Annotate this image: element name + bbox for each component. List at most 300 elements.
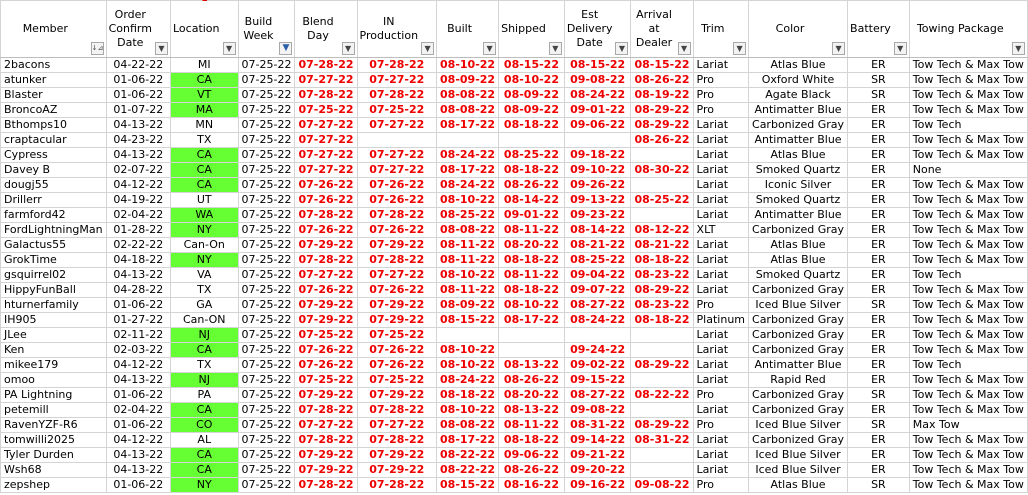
cell-color[interactable]: Antimatter Blue [749,208,848,223]
cell-blend[interactable]: 07-28-22 [295,58,357,73]
cell-loc[interactable]: VT [170,88,238,103]
cell-build[interactable]: 07-25-22 [238,103,295,118]
cell-shipped[interactable]: 08-26-22 [499,178,565,193]
cell-shipped[interactable] [499,343,565,358]
cell-blend[interactable]: 07-26-22 [295,343,357,358]
cell-arr[interactable]: 08-19-22 [631,88,693,103]
cell-tow[interactable]: Tow Tech [909,118,1027,133]
cell-order[interactable]: 02-04-22 [106,403,170,418]
cell-loc[interactable]: TX [170,283,238,298]
column-header-color[interactable] [749,1,848,58]
cell-blend[interactable]: 07-25-22 [295,103,357,118]
cell-build[interactable]: 07-25-22 [238,403,295,418]
cell-blend[interactable]: 07-26-22 [295,193,357,208]
cell-build[interactable]: 07-25-22 [238,268,295,283]
dropdown-arrow-icon[interactable]: ▼ [342,42,355,55]
dropdown-arrow-icon[interactable]: ▼ [678,42,691,55]
cell-est[interactable]: 09-06-22 [564,118,631,133]
cell-trim[interactable]: Lariat [693,118,748,133]
cell-order[interactable]: 01-06-22 [106,73,170,88]
cell-batt[interactable]: ER [848,463,910,478]
cell-member[interactable]: PA Lightning [1,388,107,403]
cell-batt[interactable]: ER [848,193,910,208]
cell-inprod[interactable]: 07-27-22 [357,268,437,283]
cell-built[interactable]: 08-08-22 [437,223,499,238]
cell-tow[interactable]: Tow Tech & Max Tow [909,373,1027,388]
cell-arr[interactable] [631,373,693,388]
cell-loc[interactable]: CA [170,403,238,418]
cell-loc[interactable]: NJ [170,328,238,343]
cell-batt[interactable]: SR [848,88,910,103]
cell-built[interactable]: 08-15-22 [437,313,499,328]
cell-est[interactable]: 09-16-22 [564,478,631,493]
cell-inprod[interactable]: 07-28-22 [357,58,437,73]
cell-member[interactable]: IH905 [1,313,107,328]
cell-color[interactable]: Iced Blue Silver [749,463,848,478]
cell-order[interactable]: 04-22-22 [106,58,170,73]
cell-color[interactable]: Atlas Blue [749,253,848,268]
cell-member[interactable]: omoo [1,373,107,388]
cell-arr[interactable]: 09-08-22 [631,478,693,493]
cell-order[interactable]: 04-28-22 [106,283,170,298]
cell-order[interactable]: 04-13-22 [106,463,170,478]
cell-loc[interactable]: Can-ON [170,313,238,328]
cell-blend[interactable]: 07-28-22 [295,433,357,448]
cell-build[interactable]: 07-25-22 [238,463,295,478]
cell-shipped[interactable]: 08-18-22 [499,163,565,178]
cell-est[interactable]: 08-24-22 [564,88,631,103]
cell-color[interactable]: Iconic Silver [749,178,848,193]
cell-built[interactable]: 08-24-22 [437,178,499,193]
cell-arr[interactable] [631,448,693,463]
cell-shipped[interactable]: 08-15-22 [499,58,565,73]
cell-order[interactable]: 04-13-22 [106,268,170,283]
column-header-arr[interactable] [631,1,693,58]
cell-loc[interactable]: CA [170,163,238,178]
cell-batt[interactable]: ER [848,148,910,163]
cell-inprod[interactable]: 07-27-22 [357,418,437,433]
cell-blend[interactable]: 07-26-22 [295,223,357,238]
cell-member[interactable]: petemill [1,403,107,418]
cell-shipped[interactable] [499,133,565,148]
cell-tow[interactable]: Tow Tech & Max Tow [909,73,1027,88]
cell-built[interactable]: 08-10-22 [437,358,499,373]
cell-batt[interactable]: ER [848,403,910,418]
cell-inprod[interactable]: 07-27-22 [357,118,437,133]
cell-inprod[interactable]: 07-28-22 [357,478,437,493]
cell-est[interactable]: 08-14-22 [564,223,631,238]
cell-shipped[interactable]: 08-11-22 [499,418,565,433]
cell-built[interactable]: 08-10-22 [437,268,499,283]
cell-member[interactable]: GrokTime [1,253,107,268]
cell-batt[interactable]: SR [848,73,910,88]
cell-trim[interactable]: Lariat [693,463,748,478]
cell-shipped[interactable]: 08-25-22 [499,148,565,163]
dropdown-arrow-icon[interactable]: ▼ [421,42,434,55]
cell-shipped[interactable]: 08-09-22 [499,88,565,103]
cell-batt[interactable]: ER [848,358,910,373]
cell-member[interactable]: mikee179 [1,358,107,373]
cell-arr[interactable]: 08-18-22 [631,253,693,268]
cell-member[interactable]: gsquirrel02 [1,268,107,283]
cell-trim[interactable]: Pro [693,103,748,118]
cell-trim[interactable]: Lariat [693,178,748,193]
cell-trim[interactable]: Lariat [693,163,748,178]
cell-est[interactable]: 08-27-22 [564,388,631,403]
cell-build[interactable]: 07-25-22 [238,118,295,133]
cell-color[interactable]: Atlas Blue [749,238,848,253]
cell-batt[interactable]: ER [848,103,910,118]
cell-color[interactable]: Antimatter Blue [749,358,848,373]
cell-order[interactable]: 02-11-22 [106,328,170,343]
cell-batt[interactable]: ER [848,268,910,283]
cell-blend[interactable]: 07-28-22 [295,208,357,223]
cell-color[interactable]: Smoked Quartz [749,163,848,178]
cell-batt[interactable]: ER [848,178,910,193]
cell-shipped[interactable]: 08-16-22 [499,478,565,493]
cell-build[interactable]: 07-25-22 [238,223,295,238]
cell-order[interactable]: 02-04-22 [106,208,170,223]
cell-loc[interactable]: UT [170,193,238,208]
cell-built[interactable]: 08-09-22 [437,298,499,313]
cell-color[interactable]: Carbonized Gray [749,403,848,418]
column-header-shipped[interactable] [499,1,565,58]
cell-trim[interactable]: Lariat [693,373,748,388]
cell-arr[interactable]: 08-29-22 [631,103,693,118]
cell-inprod[interactable]: 07-29-22 [357,388,437,403]
cell-member[interactable]: tomwilli2025 [1,433,107,448]
cell-arr[interactable] [631,208,693,223]
cell-arr[interactable]: 08-21-22 [631,238,693,253]
cell-color[interactable]: Carbonized Gray [749,313,848,328]
cell-tow[interactable]: Tow Tech & Max Tow [909,448,1027,463]
cell-trim[interactable]: Lariat [693,343,748,358]
cell-tow[interactable]: Tow Tech & Max Tow [909,433,1027,448]
cell-build[interactable]: 07-25-22 [238,208,295,223]
cell-loc[interactable]: NY [170,253,238,268]
cell-batt[interactable]: SR [848,388,910,403]
cell-member[interactable]: Blaster [1,88,107,103]
cell-est[interactable]: 08-21-22 [564,238,631,253]
cell-est[interactable] [564,328,631,343]
cell-batt[interactable]: ER [848,133,910,148]
cell-est[interactable]: 09-14-22 [564,433,631,448]
cell-built[interactable]: 08-17-22 [437,118,499,133]
cell-build[interactable]: 07-25-22 [238,433,295,448]
cell-blend[interactable]: 07-28-22 [295,253,357,268]
cell-order[interactable]: 01-06-22 [106,478,170,493]
cell-shipped[interactable]: 08-11-22 [499,268,565,283]
cell-member[interactable]: Davey B [1,163,107,178]
dropdown-arrow-icon[interactable]: ▼ [832,42,845,55]
cell-blend[interactable]: 07-27-22 [295,418,357,433]
cell-shipped[interactable]: 08-17-22 [499,313,565,328]
cell-batt[interactable]: ER [848,238,910,253]
cell-built[interactable]: 08-09-22 [437,73,499,88]
cell-loc[interactable]: CA [170,448,238,463]
cell-inprod[interactable]: 07-28-22 [357,403,437,418]
cell-trim[interactable]: Lariat [693,193,748,208]
cell-batt[interactable]: SR [848,418,910,433]
cell-est[interactable]: 08-27-22 [564,298,631,313]
cell-built[interactable]: 08-10-22 [437,193,499,208]
cell-tow[interactable]: Tow Tech & Max Tow [909,403,1027,418]
cell-tow[interactable]: Tow Tech & Max Tow [909,388,1027,403]
cell-loc[interactable]: VA [170,268,238,283]
cell-tow[interactable]: Tow Tech & Max Tow [909,58,1027,73]
cell-color[interactable]: Iced Blue Silver [749,418,848,433]
cell-color[interactable]: Smoked Quartz [749,268,848,283]
dropdown-arrow-icon[interactable]: ▼ [1012,42,1025,55]
cell-color[interactable]: Iced Blue Silver [749,298,848,313]
column-header-batt[interactable] [848,1,910,58]
cell-inprod[interactable]: 07-26-22 [357,358,437,373]
cell-arr[interactable]: 08-29-22 [631,283,693,298]
cell-blend[interactable]: 07-25-22 [295,328,357,343]
cell-tow[interactable]: Tow Tech & Max Tow [909,223,1027,238]
cell-inprod[interactable]: 07-26-22 [357,343,437,358]
cell-order[interactable]: 04-19-22 [106,193,170,208]
column-header-member[interactable] [1,1,107,58]
cell-tow[interactable]: Tow Tech & Max Tow [909,328,1027,343]
column-header-est[interactable] [564,1,631,58]
dropdown-arrow-icon[interactable]: ▼ [223,42,236,55]
cell-arr[interactable] [631,148,693,163]
cell-blend[interactable]: 07-27-22 [295,118,357,133]
cell-member[interactable]: HippyFunBall [1,283,107,298]
cell-shipped[interactable]: 08-13-22 [499,403,565,418]
cell-arr[interactable]: 08-29-22 [631,358,693,373]
cell-blend[interactable]: 07-27-22 [295,268,357,283]
dropdown-arrow-icon[interactable]: ▼ [894,42,907,55]
cell-est[interactable]: 09-13-22 [564,193,631,208]
cell-batt[interactable]: ER [848,283,910,298]
cell-loc[interactable]: NJ [170,373,238,388]
column-header-build[interactable] [238,1,295,58]
cell-built[interactable]: 08-22-22 [437,463,499,478]
cell-inprod[interactable]: 07-28-22 [357,208,437,223]
cell-trim[interactable]: XLT [693,223,748,238]
cell-member[interactable]: zepshep [1,478,107,493]
cell-order[interactable]: 04-12-22 [106,433,170,448]
cell-arr[interactable]: 08-26-22 [631,73,693,88]
cell-arr[interactable] [631,463,693,478]
cell-est[interactable]: 08-31-22 [564,418,631,433]
cell-batt[interactable]: ER [848,223,910,238]
cell-trim[interactable]: Lariat [693,403,748,418]
cell-order[interactable]: 04-12-22 [106,358,170,373]
cell-build[interactable]: 07-25-22 [238,343,295,358]
cell-shipped[interactable]: 08-20-22 [499,388,565,403]
cell-loc[interactable]: PA [170,388,238,403]
cell-color[interactable]: Carbonized Gray [749,433,848,448]
cell-order[interactable]: 04-13-22 [106,148,170,163]
column-header-order[interactable] [106,1,170,58]
cell-order[interactable]: 01-06-22 [106,88,170,103]
cell-color[interactable]: Carbonized Gray [749,283,848,298]
cell-batt[interactable]: ER [848,343,910,358]
cell-color[interactable]: Smoked Quartz [749,193,848,208]
cell-blend[interactable]: 07-29-22 [295,313,357,328]
cell-inprod[interactable]: 07-27-22 [357,148,437,163]
cell-blend[interactable]: 07-28-22 [295,403,357,418]
cell-inprod[interactable]: 07-28-22 [357,433,437,448]
cell-batt[interactable]: ER [848,208,910,223]
cell-built[interactable]: 08-10-22 [437,58,499,73]
cell-member[interactable]: Wsh68 [1,463,107,478]
active-filter-icon[interactable]: ▼ [279,42,292,55]
cell-inprod[interactable]: 07-29-22 [357,298,437,313]
cell-color[interactable]: Atlas Blue [749,478,848,493]
cell-est[interactable]: 09-21-22 [564,448,631,463]
cell-order[interactable]: 02-07-22 [106,163,170,178]
cell-arr[interactable]: 08-26-22 [631,133,693,148]
cell-loc[interactable]: GA [170,298,238,313]
cell-build[interactable]: 07-25-22 [238,88,295,103]
column-header-tow[interactable] [909,1,1027,58]
cell-member[interactable]: Cypress [1,148,107,163]
cell-trim[interactable]: Pro [693,88,748,103]
cell-built[interactable]: 08-24-22 [437,373,499,388]
cell-shipped[interactable]: 08-10-22 [499,73,565,88]
cell-member[interactable]: RavenYZF-R6 [1,418,107,433]
cell-est[interactable]: 09-26-22 [564,178,631,193]
cell-loc[interactable]: CO [170,418,238,433]
cell-batt[interactable]: SR [848,478,910,493]
cell-inprod[interactable]: 07-25-22 [357,103,437,118]
cell-color[interactable]: Carbonized Gray [749,343,848,358]
cell-blend[interactable]: 07-25-22 [295,373,357,388]
cell-inprod[interactable]: 07-26-22 [357,193,437,208]
cell-trim[interactable]: Lariat [693,208,748,223]
cell-inprod[interactable]: 07-26-22 [357,283,437,298]
dropdown-arrow-icon[interactable]: ▼ [483,42,496,55]
cell-member[interactable]: hturnerfamily [1,298,107,313]
cell-est[interactable]: 09-20-22 [564,463,631,478]
cell-trim[interactable]: Lariat [693,448,748,463]
cell-loc[interactable]: NY [170,478,238,493]
cell-order[interactable]: 04-23-22 [106,133,170,148]
cell-order[interactable]: 01-28-22 [106,223,170,238]
cell-arr[interactable]: 08-18-22 [631,313,693,328]
cell-color[interactable]: Atlas Blue [749,58,848,73]
cell-trim[interactable]: Lariat [693,253,748,268]
cell-shipped[interactable]: 08-26-22 [499,463,565,478]
cell-arr[interactable] [631,343,693,358]
cell-tow[interactable]: Tow Tech & Max Tow [909,478,1027,493]
cell-build[interactable]: 07-25-22 [238,418,295,433]
cell-shipped[interactable]: 08-10-22 [499,298,565,313]
cell-trim[interactable]: Lariat [693,433,748,448]
cell-order[interactable]: 01-06-22 [106,388,170,403]
cell-blend[interactable]: 07-26-22 [295,283,357,298]
dropdown-arrow-icon[interactable]: ▼ [549,42,562,55]
cell-order[interactable]: 01-27-22 [106,313,170,328]
cell-shipped[interactable]: 08-26-22 [499,373,565,388]
cell-built[interactable]: 08-11-22 [437,283,499,298]
cell-color[interactable]: Oxford White [749,73,848,88]
cell-inprod[interactable]: 07-25-22 [357,328,437,343]
cell-order[interactable]: 02-22-22 [106,238,170,253]
cell-inprod[interactable]: 07-26-22 [357,178,437,193]
cell-built[interactable]: 08-17-22 [437,433,499,448]
cell-loc[interactable]: CA [170,343,238,358]
cell-member[interactable]: farmford42 [1,208,107,223]
cell-est[interactable] [564,133,631,148]
cell-inprod[interactable]: 07-29-22 [357,238,437,253]
cell-blend[interactable]: 07-28-22 [295,88,357,103]
cell-arr[interactable]: 08-30-22 [631,163,693,178]
cell-batt[interactable]: ER [848,118,910,133]
cell-loc[interactable]: MI [170,58,238,73]
cell-est[interactable]: 08-24-22 [564,313,631,328]
cell-arr[interactable] [631,178,693,193]
cell-tow[interactable]: Tow Tech [909,268,1027,283]
cell-built[interactable] [437,133,499,148]
cell-tow[interactable]: Tow Tech & Max Tow [909,88,1027,103]
dropdown-arrow-icon[interactable]: ▼ [155,42,168,55]
cell-trim[interactable]: Lariat [693,58,748,73]
cell-est[interactable]: 09-04-22 [564,268,631,283]
cell-trim[interactable]: Pro [693,478,748,493]
cell-build[interactable]: 07-25-22 [238,298,295,313]
cell-tow[interactable]: Tow Tech & Max Tow [909,283,1027,298]
cell-shipped[interactable]: 08-13-22 [499,358,565,373]
cell-arr[interactable]: 08-12-22 [631,223,693,238]
cell-est[interactable]: 08-15-22 [564,58,631,73]
cell-inprod[interactable]: 07-29-22 [357,313,437,328]
cell-inprod[interactable] [357,133,437,148]
cell-batt[interactable]: ER [848,448,910,463]
cell-build[interactable]: 07-25-22 [238,388,295,403]
cell-inprod[interactable]: 07-28-22 [357,88,437,103]
cell-batt[interactable]: ER [848,373,910,388]
dropdown-arrow-icon[interactable]: ▼ [733,42,746,55]
cell-shipped[interactable]: 08-18-22 [499,118,565,133]
cell-loc[interactable]: CA [170,178,238,193]
column-header-trim[interactable] [693,1,748,58]
cell-est[interactable]: 09-10-22 [564,163,631,178]
cell-built[interactable]: 08-10-22 [437,403,499,418]
cell-tow[interactable]: Tow Tech & Max Tow [909,313,1027,328]
cell-member[interactable]: Ken [1,343,107,358]
cell-trim[interactable]: Pro [693,298,748,313]
cell-build[interactable]: 07-25-22 [238,373,295,388]
cell-shipped[interactable]: 08-11-22 [499,223,565,238]
cell-loc[interactable]: AL [170,433,238,448]
cell-build[interactable]: 07-25-22 [238,163,295,178]
cell-built[interactable]: 08-18-22 [437,388,499,403]
cell-shipped[interactable]: 09-06-22 [499,448,565,463]
cell-order[interactable]: 01-07-22 [106,103,170,118]
cell-color[interactable]: Rapid Red [749,373,848,388]
column-header-loc[interactable] [170,1,238,58]
column-header-built[interactable] [437,1,499,58]
cell-inprod[interactable]: 07-29-22 [357,448,437,463]
cell-blend[interactable]: 07-27-22 [295,163,357,178]
cell-order[interactable]: 04-13-22 [106,373,170,388]
cell-loc[interactable]: TX [170,133,238,148]
cell-member[interactable]: Galactus55 [1,238,107,253]
cell-built[interactable]: 08-08-22 [437,418,499,433]
cell-batt[interactable]: ER [848,58,910,73]
cell-tow[interactable]: Tow Tech & Max Tow [909,238,1027,253]
cell-built[interactable]: 08-11-22 [437,238,499,253]
cell-build[interactable]: 07-25-22 [238,328,295,343]
cell-batt[interactable]: ER [848,328,910,343]
cell-member[interactable]: JLee [1,328,107,343]
cell-color[interactable]: Iced Blue Silver [749,448,848,463]
